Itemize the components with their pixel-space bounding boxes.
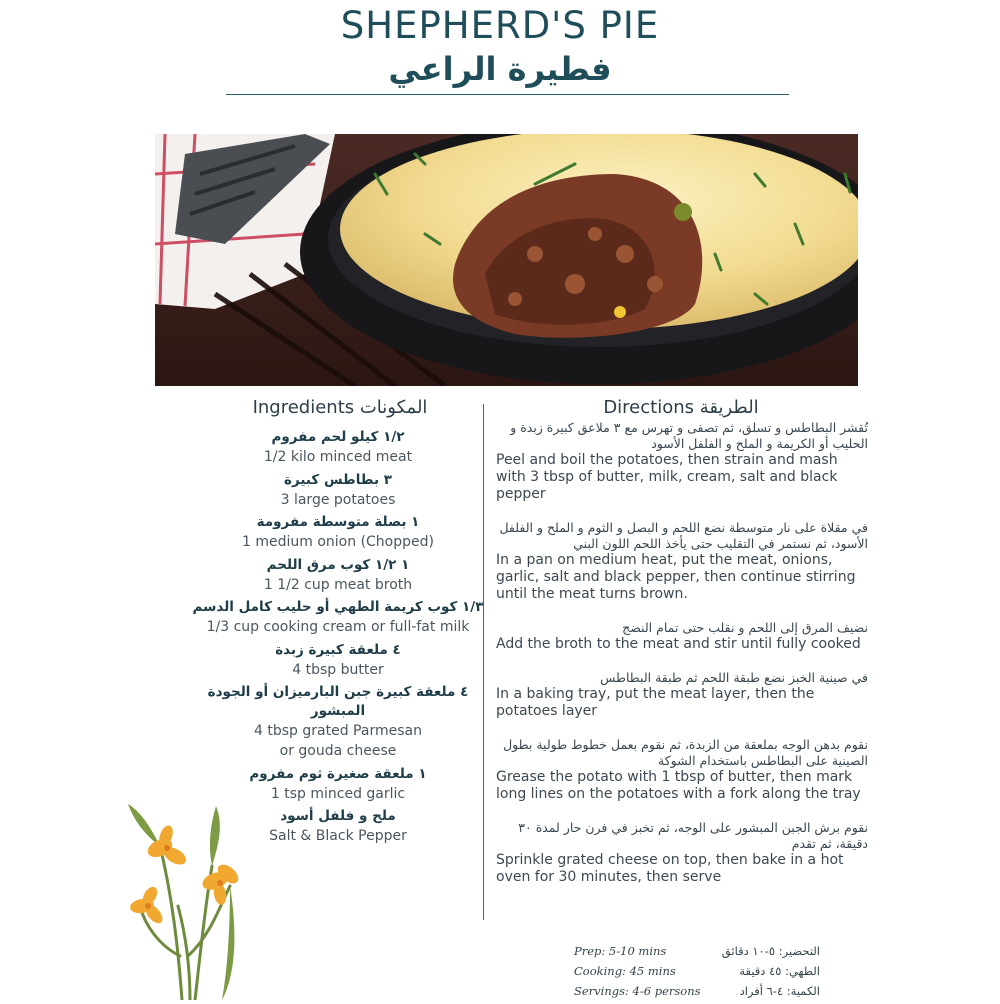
ingredient-item — [192, 513, 484, 552]
direction-english: In a pan on medium heat, put the meat, onions, garlic, salt and black pepper, then continue stirring until the meat turns brown. — [496, 552, 856, 602]
direction-english: Add the broth to the meat and stir until fully cooked — [496, 636, 861, 652]
direction-arabic: نقوم بدهن الوجه بملعقة من الزبدة، ثم نقوم بعمل خطوط طولية بطول الصينية على البطاطس باستخدام الشوكة — [503, 737, 868, 768]
direction-english: Sprinkle grated cheese on top, then bake in a hot oven for 30 minutes, then serve — [496, 852, 844, 885]
ingredient-arabic: ١ ١/٢ كوب مرق اللحم — [266, 556, 410, 573]
ingredient-arabic: ملح و فلفل أسود — [280, 808, 396, 824]
direction-step — [496, 737, 868, 803]
shepherds-pie-photo — [155, 134, 858, 386]
time-row-cooking — [560, 964, 820, 984]
ingredient-english: 3 large potatoes — [280, 491, 396, 508]
servings: Servings: 4-6 persons — [574, 984, 701, 998]
direction-arabic: نضيف المرق إلى اللحم و نقلب حتى تمام النضج — [622, 620, 868, 635]
cooking-time: Cooking: 45 mins — [574, 964, 676, 978]
direction-arabic: نقوم برش الجبن المبشور على الوجه، ثم تخبز في فرن حار لمدة ٣٠ دقيقة، ثم تقدم — [518, 820, 868, 851]
direction-step — [496, 520, 868, 603]
ingredient-english: Salt & Black Pepper — [269, 828, 407, 844]
directions-list — [496, 420, 868, 903]
ingredient-arabic: ٣ بطاطس كبيرة — [284, 471, 392, 488]
ingredient-english: 1/3 cup cooking cream or full-fat milk — [206, 619, 470, 635]
direction-arabic: تُقشر البطاطس و تسلق، ثم تصفى و تهرس مع ٣ ملاعق كبيرة زبدة و الحليب أو الكريمة و الملح و الفلفل الأسود — [510, 420, 868, 451]
ingredients-heading: Ingredients المكونات — [252, 397, 428, 418]
direction-step — [496, 670, 868, 720]
ingredient-arabic: ٤ ملعقة كبيرة جبن البارميزان أو الجودة المبشور — [207, 684, 469, 719]
ingredient-item — [192, 556, 484, 595]
ingredient-arabic: ١/٢ كيلو لحم مفروم — [271, 429, 405, 445]
cooking-time-arabic: الطهي: ٤٥ دقيقة — [739, 964, 820, 978]
direction-english: Peel and boil the potatoes, then strain and mash with 3 tbsp of butter, milk, cream, salt and black pepper — [496, 452, 838, 502]
direction-english: In a baking tray, put the meat layer, then the potatoes layer — [496, 686, 815, 719]
direction-arabic: في مقلاة على نار متوسطة نضع اللحم و البصل و الثوم و الملح و الفلفل الأسود، ثم نستمر في التقليب حتى يأخذ اللحم اللون البني — [499, 520, 868, 551]
prep-time: Prep: 5-10 mins — [574, 944, 667, 958]
flower-illustration — [120, 786, 260, 1000]
time-row-servings — [560, 984, 820, 1004]
ingredient-item — [192, 428, 484, 467]
ingredient-english: 1/2 kilo minced meat — [263, 449, 413, 465]
recipe-title-arabic: فطيرة الراعي — [388, 50, 612, 88]
ingredient-arabic: ١ ملعقة صغيرة ثوم مفروم — [249, 765, 427, 782]
ingredient-item — [192, 471, 484, 510]
ingredient-english: 4 tbsp grated Parmesan or gouda cheese — [254, 723, 422, 759]
ingredient-item — [192, 641, 484, 680]
recipe-times — [560, 944, 820, 1004]
direction-step — [496, 620, 868, 653]
servings-arabic: الكمية: ٤-٦ أفراد — [739, 984, 820, 998]
direction-step — [496, 420, 868, 503]
time-row-prep — [560, 944, 820, 964]
prep-time-arabic: التحضير: ٥-١٠ دقائق — [721, 944, 820, 958]
ingredient-arabic: ٤ ملعقة كبيرة زبدة — [275, 641, 401, 658]
ingredient-english: 4 tbsp butter — [292, 661, 384, 678]
ingredient-english: 1 tsp minced garlic — [270, 785, 406, 802]
ingredient-english: 1 1/2 cup meat broth — [263, 576, 413, 593]
ingredient-english: 1 medium onion (Chopped) — [242, 534, 434, 550]
recipe-title-english: SHEPHERD'S PIE — [340, 4, 660, 47]
direction-arabic: في صينية الخبز نضع طبقة اللحم ثم طبقة البطاطس — [600, 670, 868, 685]
ingredient-item — [192, 683, 484, 761]
direction-english: Grease the potato with 1 tbsp of butter, then mark long lines on the potatoes with a fork along the tray — [496, 769, 861, 802]
ingredient-arabic: ١/٣ كوب كريمة الطهي أو حليب كامل الدسم — [192, 599, 484, 615]
ingredient-item — [192, 598, 484, 637]
title-divider — [226, 94, 789, 95]
direction-step — [496, 820, 868, 886]
ingredient-arabic: ١ بصلة متوسطة مفرومة — [256, 514, 420, 530]
directions-heading: Directions الطريقة — [603, 397, 759, 418]
